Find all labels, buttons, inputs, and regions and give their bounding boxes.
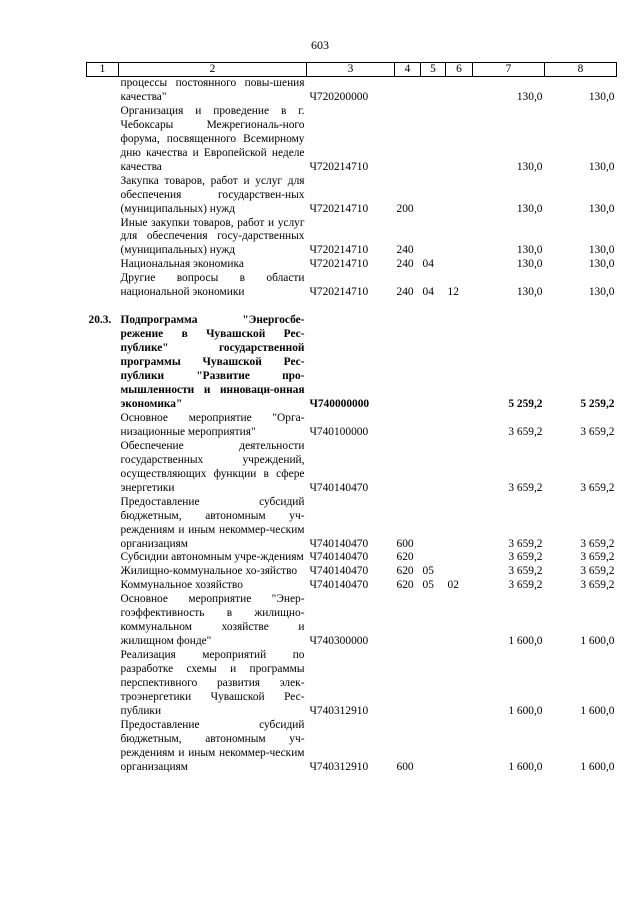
row-number [87,579,119,593]
row-amount-2: 1 600,0 [580,635,615,648]
row-name: Субсидии автономным учре-ждениям [120,551,304,564]
row-name: Иные закупки товаров, работ и услуг для обеспечения госу-дарственных (муниципальных) нужд [120,216,305,257]
row-amount-2: 3 659,2 [580,565,615,578]
row-amount-2: 3 659,2 [580,481,615,494]
header-col-2: 2 [119,63,307,77]
row-subsection [446,314,473,412]
page-number: 603 [311,38,329,52]
row-code: Ч740140470 [309,579,369,592]
row-expense-type: 620 [396,565,414,578]
row-code: Ч740140470 [309,565,369,578]
row-subsection [446,496,473,552]
table-row [87,258,617,272]
row-number [87,258,119,272]
row-number [87,649,119,719]
row-section: 05 [422,565,434,578]
header-col-3: 3 [307,63,395,77]
row-number [87,217,119,259]
row-code: Ч720214710 [309,202,369,215]
row-name: Коммунальное хозяйство [120,579,243,592]
row-amount-2: 130,0 [588,286,615,299]
row-code: Ч740312910 [309,704,369,717]
row-section [421,496,446,552]
header-col-4: 4 [395,63,421,77]
row-amount-2: 3 659,2 [580,579,615,592]
row-amount-2: 130,0 [588,258,615,271]
spacer-row [87,300,617,314]
row-name: Обеспечение деятельности государственных учреждений, осуществляющих функции в сфере энергетики [120,439,305,494]
row-expense-type: 600 [396,760,414,773]
row-expense-type: 240 [396,286,414,299]
header-col-8: 8 [545,63,617,77]
row-amount-1: 3 659,2 [508,579,543,592]
row-amount-2: 1 600,0 [580,704,615,717]
row-expense-type: 240 [396,244,414,257]
row-name: Основное мероприятие "Энер-гоэффективность в жилищно-коммунальном хозяйстве и жилищном фонде" [120,593,305,648]
table-row [87,719,617,775]
spacer-cell [119,300,307,314]
row-amount-2: 3 659,2 [580,551,615,564]
table-row [87,77,617,105]
row-amount-1: 130,0 [516,160,543,173]
header-row [87,63,617,77]
row-code: Ч740300000 [309,635,369,648]
table-row [87,314,617,412]
row-section [421,649,446,719]
row-name: Реализация мероприятий по разработке схемы и программы перспективного развития элек-троэнергетики Чувашской Рес-публики [120,649,305,717]
row-code: Ч740000000 [309,397,370,410]
table-row [87,551,617,565]
row-expense-type [395,314,421,412]
row-section [421,105,446,175]
row-amount-1: 130,0 [516,244,543,257]
row-code: Ч740312910 [309,760,369,773]
table-row [87,412,617,440]
table-row [87,105,617,175]
row-amount-1: 130,0 [516,202,543,215]
row-amount-2: 3 659,2 [580,537,615,550]
row-number [87,77,119,105]
header-col-7: 7 [473,63,545,77]
table-header [87,63,617,77]
table-row [87,593,617,649]
row-name: Закупка товаров, работ и услуг для обеспечения государствен-ных (муниципальных) нужд [120,174,305,215]
row-expense-type [395,440,421,496]
table-row [87,565,617,579]
row-section [421,217,446,259]
spacer-cell [307,300,395,314]
row-section [421,77,446,105]
table-row [87,496,617,552]
spacer-cell [395,300,421,314]
row-name: Организация и проведение в г. Чебоксары Межрегиональ-ного форума, посвященного Всемирному дню качества и Европейской неделе качества [120,104,305,173]
row-subsection: 12 [447,286,459,299]
row-expense-type: 240 [396,258,414,271]
row-subsection [446,649,473,719]
row-code: Ч740140470 [309,481,369,494]
row-number [87,551,119,565]
row-name: Жилищно-коммунальное хо-зяйство [120,565,298,578]
row-number [87,593,119,649]
row-number: 20.3. [88,314,112,327]
table-row [87,649,617,719]
row-amount-1: 130,0 [516,286,543,299]
row-expense-type: 600 [396,537,414,550]
row-section [421,719,446,775]
row-section: 04 [422,286,434,299]
row-name: процессы постоянного повы-шения качества" [120,77,305,103]
budget-table [86,62,617,775]
row-amount-1: 130,0 [516,90,543,103]
row-number [87,105,119,175]
row-number [87,175,119,217]
row-amount-1: 3 659,2 [508,481,543,494]
row-number [87,565,119,579]
row-amount-2: 130,0 [588,90,615,103]
row-amount-2: 130,0 [588,202,615,215]
spacer-cell [473,300,545,314]
header-col-1: 1 [87,63,119,77]
row-subsection [446,77,473,105]
row-code: Ч740100000 [309,425,369,438]
row-section [421,412,446,440]
row-code: Ч740140470 [309,537,369,550]
row-name: Предоставление субсидий бюджетным, автономным уч-реждениям и иным некоммер-ческим организациям [120,495,305,550]
row-amount-1: 5 259,2 [508,397,543,410]
row-name: Подпрограмма "Энергосбе-режение в Чувашской Рес-публике" государственной программы Чувашской Рес-публики "Развитие про-мышленности и инноваци-онная экономика" [120,314,305,410]
row-subsection [446,105,473,175]
row-number [87,496,119,552]
row-amount-2: 5 259,2 [580,397,615,410]
row-subsection: 02 [447,579,459,592]
row-subsection [446,565,473,579]
spacer-cell [446,300,473,314]
row-section [421,440,446,496]
row-section [421,314,446,412]
row-subsection [446,258,473,272]
row-amount-1: 130,0 [516,258,543,271]
row-expense-type [395,412,421,440]
row-code: Ч720214710 [309,258,369,271]
row-name: Национальная экономика [120,258,244,271]
table-body [87,77,617,775]
row-expense-type: 200 [396,202,414,215]
row-expense-type [395,593,421,649]
row-number [87,440,119,496]
row-subsection [446,412,473,440]
table-row [87,272,617,300]
row-amount-1: 1 600,0 [508,760,543,773]
row-subsection [446,551,473,565]
row-subsection [446,593,473,649]
row-subsection [446,175,473,217]
row-number [87,272,119,300]
row-code: Ч720214710 [309,286,369,299]
row-code: Ч740140470 [309,551,369,564]
header-col-6: 6 [446,63,473,77]
row-section: 04 [422,258,434,271]
row-subsection [446,217,473,259]
row-amount-1: 1 600,0 [508,635,543,648]
row-name: Другие вопросы в области национальной экономики [120,272,305,299]
row-amount-2: 130,0 [588,244,615,257]
spacer-cell [87,300,119,314]
row-name: Предоставление субсидий бюджетным, автономным уч-реждениям и иным некоммер-ческим организациям [120,718,305,773]
row-expense-type: 620 [396,551,414,564]
header-col-5: 5 [421,63,446,77]
row-name: Основное мероприятие "Орга-низационные мероприятия" [120,411,305,438]
spacer-cell [421,300,446,314]
row-amount-1: 3 659,2 [508,551,543,564]
table-row [87,217,617,259]
table-row [87,440,617,496]
row-expense-type: 620 [396,579,414,592]
spacer-cell [545,300,617,314]
row-amount-1: 1 600,0 [508,704,543,717]
row-section [421,175,446,217]
row-code: Ч720200000 [309,90,369,103]
row-amount-1: 3 659,2 [508,537,543,550]
row-expense-type [395,105,421,175]
row-section [421,551,446,565]
row-number [87,719,119,775]
row-code: Ч720214710 [309,244,369,257]
table-row [87,175,617,217]
row-code: Ч720214710 [309,160,369,173]
table-row [87,579,617,593]
row-amount-2: 1 600,0 [580,760,615,773]
row-subsection [446,440,473,496]
row-expense-type [395,77,421,105]
row-section [421,593,446,649]
row-section: 05 [422,579,434,592]
row-expense-type [395,649,421,719]
row-number [87,412,119,440]
row-subsection [446,719,473,775]
row-amount-2: 130,0 [588,160,615,173]
row-amount-2: 3 659,2 [580,425,615,438]
row-amount-1: 3 659,2 [508,425,543,438]
row-amount-1: 3 659,2 [508,565,543,578]
